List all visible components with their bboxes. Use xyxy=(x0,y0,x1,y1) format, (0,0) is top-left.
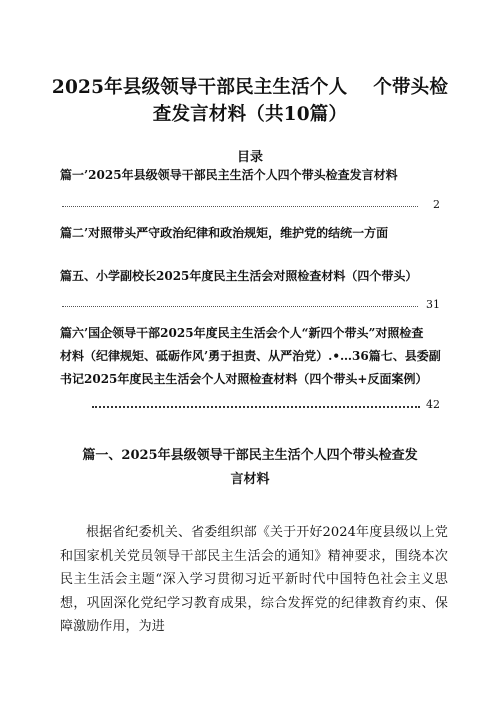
toc-leader-4 xyxy=(60,398,440,412)
toc-item-2[interactable]: 篇二’对照带头严守政治纪律和政治规矩，维护党的结统一方面 xyxy=(60,226,389,240)
title-part-b: 个带头检 xyxy=(373,77,449,98)
toc-item-4-line2[interactable]: 材料（纪律规矩、砥砺作风’勇于担责、从严治党）.•…36篇七、县委副 xyxy=(60,349,441,363)
toc-item-4-line3[interactable]: 书记2025年度民主生活会个人对照检查材料（四个带头+反面案例） xyxy=(60,372,428,386)
document-title-line1 xyxy=(40,74,460,101)
toc-item-4-line1[interactable]: 篇六’国企领导干部2025年度民主生活会个人“新四个带头”对照检查 xyxy=(60,326,424,340)
toc-page-1: 2 xyxy=(433,198,440,211)
toc-leader-1 xyxy=(60,198,440,212)
document-title-line2: 查发言材料（共10篇） xyxy=(152,104,348,125)
title-part-a: 2025年县级领导干部民主生活个人 xyxy=(51,77,348,98)
toc-page-3: 31 xyxy=(426,298,440,311)
section-title-line2: 言材料 xyxy=(230,472,270,487)
toc-item-1[interactable]: 篇一’2025年县级领导干部民主生活个人四个带头检查发言材料 xyxy=(60,168,398,182)
section-title xyxy=(40,444,460,492)
toc-leader-3 xyxy=(60,298,440,312)
toc-item-3[interactable]: 篇五、小学副校长2025年度民主生活会对照检查材料（四个带头） xyxy=(60,269,418,283)
toc-heading: 目录 xyxy=(236,150,263,165)
body-paragraph: 根据省纪委机关、省委组织部《关于开好2024年度县级以上党和国家机关党员领导干部民主生活会的通知》精神要求，围绕本次民主生活会主题“深入学习贯彻习近平新时代中国特色社会主义思想，巩固深化党纪学习教育成果，综合发挥党的纪律教育约束、保障激励作用，为进 xyxy=(60,525,448,635)
section-title-line1: 篇一、2025年县级领导干部民主生活个人四个带头检查发 xyxy=(82,448,418,463)
toc-page-4: 42 xyxy=(426,398,440,411)
document-title xyxy=(40,74,460,128)
